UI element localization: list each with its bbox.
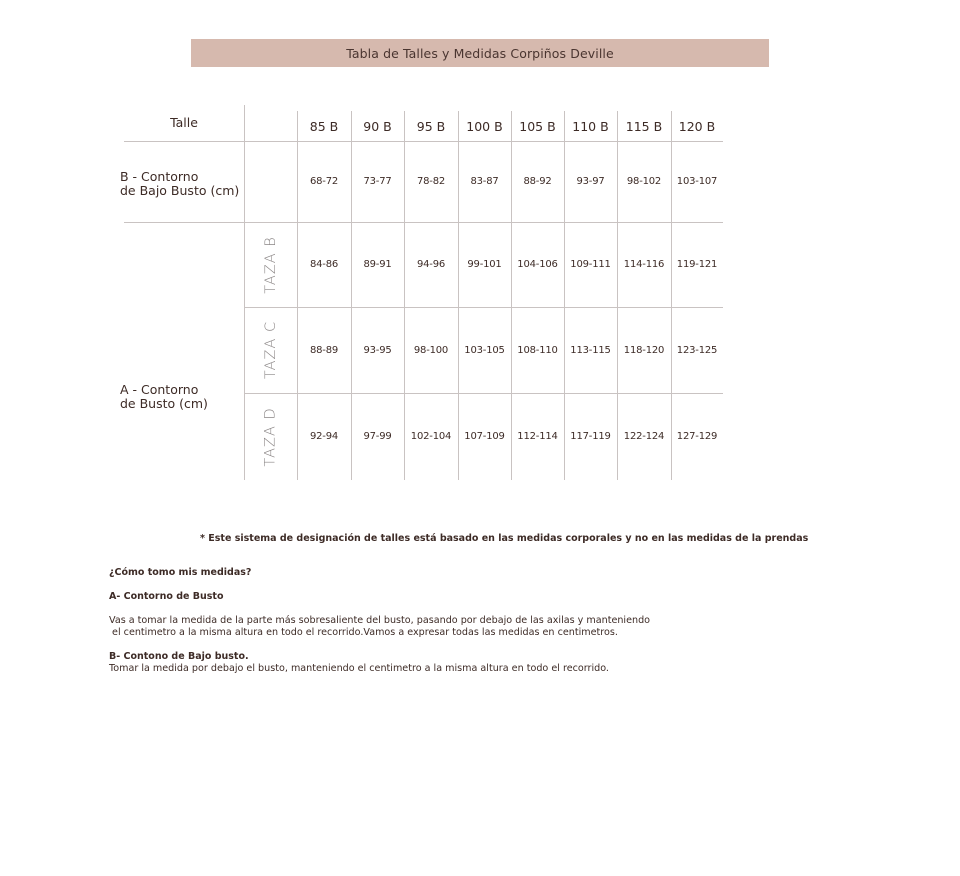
bust-value: 109-111 bbox=[570, 259, 611, 270]
underbust-value: 103-107 bbox=[676, 176, 718, 187]
bust-value: 127-129 bbox=[676, 431, 718, 442]
size-header: 120 B bbox=[678, 118, 716, 134]
howto-question: ¿Cómo tomo mis medidas? bbox=[109, 567, 252, 578]
size-header: 100 B bbox=[466, 118, 503, 134]
howto-b-title: B- Contono de Bajo busto. bbox=[109, 651, 249, 662]
bust-value: 119-121 bbox=[676, 259, 718, 270]
sizing-note: * Este sistema de designación de talles está basado en las medidas corporales y no en las medidas de la prendas bbox=[200, 533, 809, 544]
bust-value: 99-101 bbox=[467, 259, 502, 270]
bust-label-line2: de Busto (cm) bbox=[120, 396, 208, 411]
bust-value: 108-110 bbox=[517, 344, 558, 356]
bust-value: 118-120 bbox=[623, 344, 665, 356]
bust-value: 114-116 bbox=[623, 259, 665, 270]
size-header: 115 B bbox=[625, 118, 663, 134]
bust-value: 123-125 bbox=[676, 344, 718, 356]
underbust-value: 83-87 bbox=[470, 176, 499, 187]
bust-value: 113-115 bbox=[570, 344, 611, 356]
bust-value: 84-86 bbox=[309, 259, 339, 270]
howto-a-text-line2: el centimetro a la misma altura en todo el recorrido.Vamos a expresar todas las medidas en centimetros. bbox=[109, 627, 618, 638]
bust-value: 104-106 bbox=[517, 259, 558, 270]
bust-value: 117-119 bbox=[570, 431, 611, 442]
underbust-label bbox=[120, 170, 239, 198]
size-header: 90 B bbox=[363, 118, 392, 134]
bust-value: 92-94 bbox=[309, 431, 339, 442]
howto-b-text: Tomar la medida por debajo el busto, manteniendo el centimetro a la misma altura en todo el recorrido. bbox=[109, 663, 609, 674]
cup-label bbox=[245, 222, 297, 307]
table-title: Tabla de Talles y Medidas Corpiños Deville bbox=[191, 39, 769, 67]
bust-value: 97-99 bbox=[363, 431, 392, 442]
bust-label bbox=[120, 383, 208, 411]
bust-value: 89-91 bbox=[363, 259, 392, 270]
howto-a-text-line1: Vas a tomar la medida de la parte más sobresaliente del busto, pasando por debajo de las axilas y manteniendo bbox=[109, 615, 651, 626]
underbust-value: 98-102 bbox=[626, 176, 662, 187]
bust-value: 122-124 bbox=[623, 431, 665, 442]
underbust-value: 73-77 bbox=[363, 176, 392, 187]
bust-value: 107-109 bbox=[464, 431, 505, 442]
cup-label-text: TAZA C bbox=[263, 320, 279, 380]
cup-label-text: TAZA B bbox=[263, 235, 280, 294]
talle-header: Talle bbox=[170, 114, 198, 130]
bust-value: 93-95 bbox=[363, 344, 392, 356]
underbust-value: 68-72 bbox=[309, 176, 339, 187]
underbust-value: 88-92 bbox=[523, 176, 552, 187]
underbust-value: 78-82 bbox=[416, 176, 446, 187]
underbust-value: 93-97 bbox=[576, 176, 605, 187]
bust-label-line1: A - Contorno bbox=[120, 382, 199, 397]
howto-a-title: A- Contorno de Busto bbox=[109, 591, 224, 602]
bust-value: 94-96 bbox=[416, 259, 446, 270]
underbust-label-line1: B - Contorno bbox=[120, 169, 199, 184]
size-header: 105 B bbox=[519, 118, 556, 134]
size-header: 85 B bbox=[309, 118, 339, 134]
bust-value: 88-89 bbox=[309, 344, 339, 356]
size-header: 110 B bbox=[572, 118, 609, 134]
bust-value: 103-105 bbox=[464, 344, 505, 356]
cup-label bbox=[245, 307, 297, 393]
underbust-label-line2: de Bajo Busto (cm) bbox=[120, 183, 240, 198]
cup-label-text: TAZA D bbox=[263, 406, 279, 467]
bust-value: 98-100 bbox=[413, 344, 449, 356]
size-header: 95 B bbox=[416, 118, 446, 134]
cup-label bbox=[245, 393, 297, 480]
bust-value: 112-114 bbox=[517, 431, 558, 442]
bust-value: 102-104 bbox=[410, 431, 452, 442]
